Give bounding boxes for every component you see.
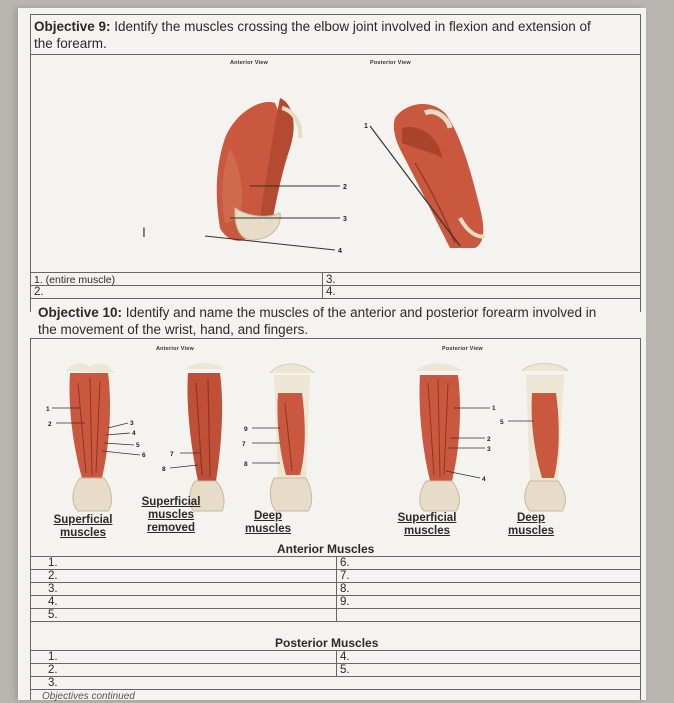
answer-1[interactable]: 1. (entire muscle) (34, 274, 116, 286)
left-rule-3 (30, 338, 31, 700)
objective-9-text (34, 18, 639, 52)
obj10-anterior-view-label: Anterior View (156, 346, 194, 352)
ant-pointer-7b: 7 (242, 441, 246, 448)
forearm-muscle-diagram (30, 353, 640, 513)
upper-arm-muscle-diagram (30, 68, 640, 268)
left-rule (30, 14, 31, 70)
ant-row-1 (30, 569, 640, 570)
post-row-2 (30, 676, 640, 677)
ant-pointer-6: 6 (142, 452, 146, 459)
post-row-0 (30, 650, 640, 651)
forearm-anterior-superficial (66, 364, 114, 511)
ant-right-8[interactable]: 8. (340, 583, 350, 595)
post-right-4[interactable]: 4. (340, 651, 350, 663)
objective-10-text (38, 304, 638, 338)
caption-superficial: Superficial muscles (53, 514, 113, 539)
ant-pointer-8b: 8 (244, 461, 248, 468)
ant-left-4[interactable]: 4. (48, 596, 58, 608)
post-row-1 (30, 663, 640, 664)
obj9-anterior-view-label: Anterior View (230, 60, 268, 66)
pointer-label-4: 4 (338, 248, 342, 255)
caption-post-deep: Deep muscles (507, 512, 555, 537)
left-rule-2 (30, 68, 31, 312)
forearm-anterior-superficial-removed (186, 363, 224, 511)
answer-table-top (30, 272, 640, 273)
right-rule (640, 14, 641, 70)
ant-pointer-1: 1 (46, 406, 50, 413)
ant-row-2 (30, 582, 640, 583)
anterior-arm-illustration (217, 98, 301, 241)
ant-row-3 (30, 595, 640, 596)
ant-pointer-3: 3 (130, 420, 134, 427)
cut-off-text: Objectives continued (42, 691, 135, 702)
objective-9-line2: the forearm. (34, 36, 107, 51)
answer-2[interactable]: 2. (34, 286, 44, 298)
post-pointer-2: 2 (487, 436, 491, 443)
rule-under-obj9 (30, 54, 640, 55)
ant-row-5 (30, 621, 640, 622)
ant-pointer-9: 9 (244, 426, 248, 433)
answer-3[interactable]: 3. (326, 274, 336, 286)
right-rule-2 (640, 68, 641, 312)
ant-left-3[interactable]: 3. (48, 583, 58, 595)
ant-pointer-8: 8 (162, 466, 166, 473)
ant-row-4 (30, 608, 640, 609)
ant-left-5[interactable]: 5. (48, 609, 58, 621)
posterior-muscles-heading: Posterior Muscles (275, 636, 379, 650)
post-table-divider (336, 650, 337, 676)
post-left-3[interactable]: 3. (48, 677, 58, 689)
obj9-posterior-view-label: Posterior View (370, 60, 411, 66)
caption-post-superficial: Superficial muscles (397, 512, 457, 537)
ant-right-7[interactable]: 7. (340, 570, 350, 582)
post-right-5[interactable]: 5. (340, 664, 350, 676)
pointer-label-2: 2 (343, 184, 347, 191)
anterior-muscles-heading: Anterior Muscles (277, 542, 375, 556)
pointer-label-3: 3 (343, 216, 347, 223)
ant-left-2[interactable]: 2. (48, 570, 58, 582)
ant-pointer-5: 5 (136, 442, 140, 449)
ant-row-0 (30, 556, 640, 557)
ant-table-divider (336, 556, 337, 621)
post-pointer-4: 4 (482, 476, 486, 483)
pointer-label-1: 1 (364, 123, 368, 130)
obj10-posterior-view-label: Posterior View (442, 346, 483, 352)
caption-deep: Deep muscles (244, 510, 292, 535)
ant-pointer-4: 4 (132, 430, 136, 437)
forearm-posterior-deep (522, 364, 568, 512)
objective-10-label: Objective 10: (38, 305, 123, 320)
ant-right-9[interactable]: 9. (340, 596, 350, 608)
post-pointer-5: 5 (500, 419, 504, 426)
post-left-1[interactable]: 1. (48, 651, 58, 663)
objective-9-line1: Identify the muscles crossing the elbow joint involved in flexion and extension of (110, 19, 591, 34)
answer-4[interactable]: 4. (326, 286, 336, 298)
caption-superficial-removed: Superficial muscles removed (141, 496, 201, 534)
forearm-posterior-superficial (416, 364, 462, 512)
forearm-anterior-deep (270, 364, 314, 511)
rule-under-obj10 (30, 338, 640, 339)
right-rule-3 (640, 338, 641, 700)
objective-10-line1: Identify and name the muscles of the anterior and posterior forearm involved in (122, 305, 597, 320)
objective-10-line2: the movement of the wrist, hand, and fingers. (38, 322, 309, 337)
worksheet-page (18, 8, 646, 700)
post-left-2[interactable]: 2. (48, 664, 58, 676)
text-cursor-icon: I (142, 224, 146, 240)
ant-right-6[interactable]: 6. (340, 557, 350, 569)
answer-table-divider (322, 272, 323, 298)
ant-left-1[interactable]: 1. (48, 557, 58, 569)
objective-9-label: Objective 9: (34, 19, 111, 34)
ant-pointer-2: 2 (48, 421, 52, 428)
ant-pointer-7: 7 (170, 451, 174, 458)
post-pointer-1: 1 (492, 405, 496, 412)
top-rule (30, 14, 640, 15)
post-pointer-3: 3 (487, 446, 491, 453)
